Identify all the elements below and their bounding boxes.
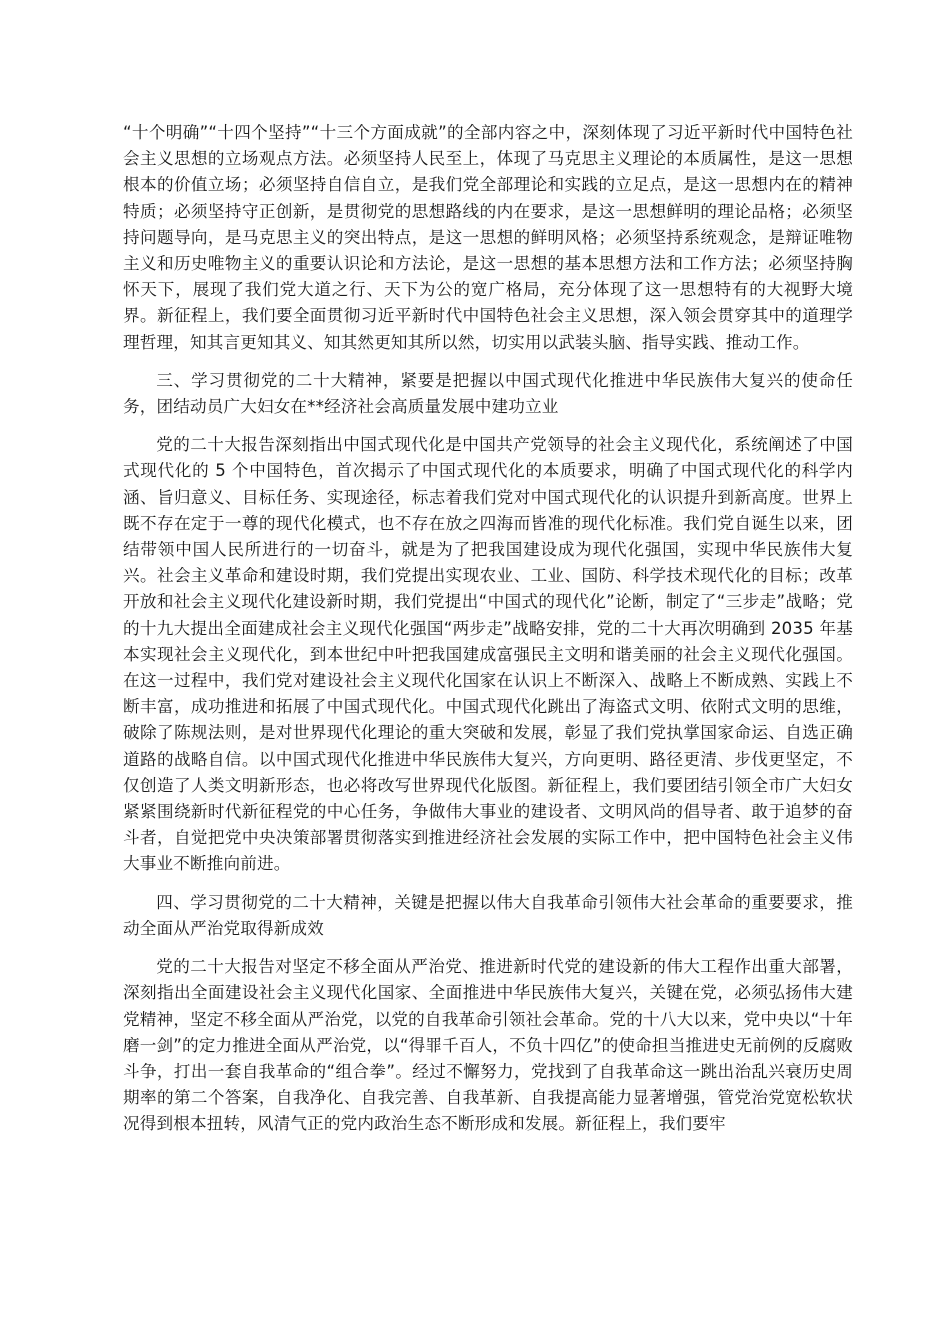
paragraph-continuation: “十个明确”“十四个坚持”“十三个方面成就”的全部内容之中，深刻体现了习近平新时代中国特色社会主义思想的立场观点方法。必须坚持人民至上，体现了马克思主义理论的本质属性，是这一思想根本的价值立场；必须坚持自信自立，是我们党全部理论和实践的立足点，是这一思想内在的精神特质；必须坚持守正创新，是贯彻党的思想路线的内在要求，是这一思想鲜明的理论品格；必须坚持问题导向，是马克思主义的突出特点，是这一思想的鲜明风格；必须坚持系统观念，是辩证唯物主义和历史唯物主义的重要认识论和方法论，是这一思想的基本思想方法和工作方法；必须坚持胸怀天下，展现了我们党大道之行、天下为公的宽广格局，充分体现了这一思想特有的大视野大境界。新征程上，我们要全面贯彻习近平新时代中国特色社会主义思想，深入领会贯穿其中的道理学理哲理，知其言更知其义、知其然更知其所以然，切实用以武装头脑、指导实践、推动工作。 xyxy=(123,123,853,352)
paragraph-party-governance: 党的二十大报告对坚定不移全面从严治党、推进新时代党的建设新的伟大工程作出重大部署，深刻指出全面建设社会主义现代化国家、全面推进中华民族伟大复兴，关键在党，必须弘扬伟大建党精神，坚定不移全面从严治党，以党的自我革命引领社会革命。党的十八大以来，党中央以“十年磨一剑”的定力推进全面从严治党，以“得罪千百人，不负十四亿”的使命担当推进史无前例的反腐败斗争，打出一套自我革命的“组合拳”。经过不懈努力，党找到了自我革命这一跳出治乱兴衰历史周期率的第二个答案，自我净化、自我完善、自我革新、自我提高能力显著增强，管党治党宽松软状况得到根本扭转，风清气正的党内政治生态不断形成和发展。新征程上，我们要牢 xyxy=(123,957,853,1134)
section-heading-three: 三、学习贯彻党的二十大精神，紧要是把握以中国式现代化推进中华民族伟大复兴的使命任务，团结动员广大妇女在**经济社会高质量发展中建功立业 xyxy=(123,370,853,417)
section-heading-four: 四、学习贯彻党的二十大精神，关键是把握以伟大自我革命引领伟大社会革命的重要要求，推动全面从严治党取得新成效 xyxy=(123,892,853,938)
document-body xyxy=(123,120,853,1150)
paragraph-modernization: 党的二十大报告深刻指出中国式现代化是中国共产党领导的社会主义现代化，系统阐述了中国式现代化的 5 个中国特色，首次揭示了中国式现代化的本质要求，明确了中国式现代化的科学内涵、旨归意义、目标任务、实现途径，标志着我们党对中国式现代化的认识提升到新高度。世界上既不存在定于一尊的现代化模式，也不存在放之四海而皆准的现代化标准。我们党自诞生以来，团结带领中国人民所进行的一切奋斗，就是为了把我国建设成为现代化强国，实现中华民族伟大复兴。社会主义革命和建设时期，我们党提出实现农业、工业、国防、科学技术现代化的目标；改革开放和社会主义现代化建设新时期，我们党提出“中国式的现代化”论断，制定了“三步走”战略；党的十九大提出全面建成社会主义现代化强国“两步走”战略安排，党的二十大再次明确到 2035 年基本实现社会主义现代化，到本世纪中叶把我国建成富强民主文明和谐美丽的社会主义现代化强国。在这一过程中，我们党对建设社会主义现代化国家在认识上不断深入、战略上不断成熟、实践上不断丰富，成功推进和拓展了中国式现代化。中国式现代化跳出了海盗式文明、依附式文明的思维，破除了陈规法则，是对世界现代化理论的重大突破和发展，彰显了我们党执掌国家命运、自选正确道路的战略自信。以中国式现代化推进中华民族伟大复兴，方向更明、路径更清、步伐更坚定，不仅创造了人类文明新形态，也必将改写世界现代化版图。新征程上，我们要团结引领全市广大妇女紧紧围绕新时代新征程党的中心任务，争做伟大事业的建设者、文明风尚的倡导者、敢于追梦的奋斗者，自觉把党中央决策部署贯彻落实到推进经济社会发展的实际工作中，把中国特色社会主义伟大事业不断推向前进。 xyxy=(123,435,853,874)
